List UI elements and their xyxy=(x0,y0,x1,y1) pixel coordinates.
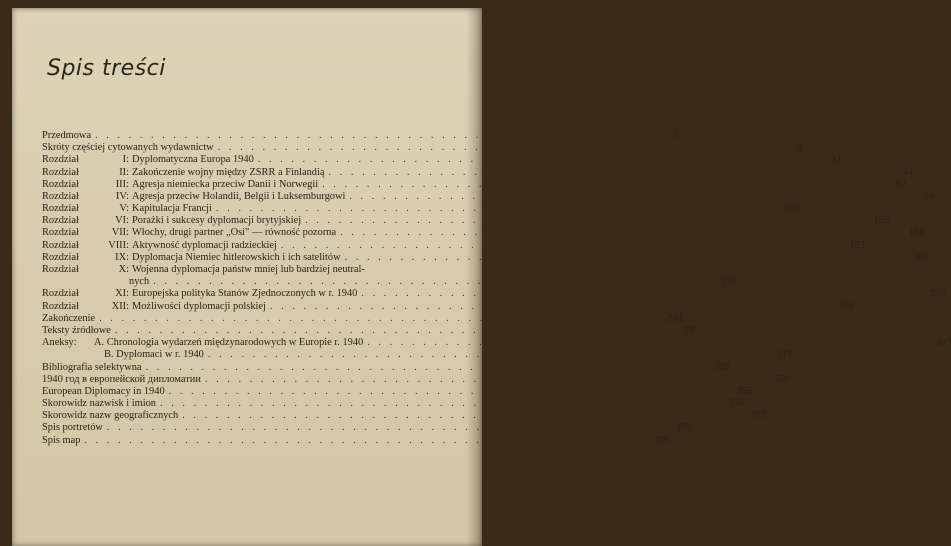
leader-dots xyxy=(153,276,707,288)
toc-annex-entry xyxy=(42,349,793,361)
entry-page: 350 xyxy=(773,373,790,385)
toc-entry xyxy=(42,129,680,142)
toc-chapter-entry xyxy=(42,215,890,227)
chapter-label: Rozdział xyxy=(42,203,79,215)
entry-title: Zakończenie xyxy=(42,312,96,324)
leader-dots xyxy=(349,191,903,203)
chapter-title: Kapitulacja Francji xyxy=(132,203,212,215)
entry-page: 379 xyxy=(675,422,692,434)
leader-dots xyxy=(95,130,649,142)
entry-page: 326 xyxy=(714,361,730,373)
leader-dots xyxy=(305,215,859,227)
chapter-label: Rozdział xyxy=(42,166,79,178)
toc-entry xyxy=(42,324,699,337)
entry-page: 62 xyxy=(895,178,907,190)
chapter-number: III: xyxy=(115,178,129,190)
leader-dots xyxy=(169,386,723,398)
entry-page: 158 xyxy=(908,227,925,239)
toc-entry xyxy=(42,361,730,374)
entry-page: 309 xyxy=(935,337,951,349)
chapter-number: VI: xyxy=(115,215,129,227)
chapter-number: V: xyxy=(119,203,129,215)
chapter-title: Aktywność dyplomacji radzieckiej xyxy=(132,239,277,251)
entry-title: Bibliografia selektywna xyxy=(42,361,142,373)
toc-chapter-entry xyxy=(42,203,801,215)
chapter-title: Porażki i sukcesy dyplomacji brytyjskiej xyxy=(132,215,302,227)
leader-dots xyxy=(107,422,661,434)
chapter-label: Rozdział xyxy=(42,300,79,312)
annex-label: Aneksy: xyxy=(42,337,77,349)
chapter-label: Rozdział xyxy=(42,154,79,166)
leader-dots xyxy=(208,349,762,361)
toc-chapter-entry-continuation xyxy=(42,276,738,288)
chapter-title: Agresja przeciw Holandii, Belgii i Luksemburgowi xyxy=(132,190,346,202)
toc-annex-entry xyxy=(42,337,951,349)
chapter-title-continuation: nych xyxy=(129,276,150,288)
toc-chapter-entry xyxy=(42,251,929,264)
entry-title: Przedmowa xyxy=(42,129,92,141)
toc-chapter-entry xyxy=(42,190,934,203)
chapter-number: I: xyxy=(122,154,129,166)
entry-title: Skorowidz nazwisk i imion xyxy=(42,398,156,410)
chapter-number: IX: xyxy=(115,251,129,263)
leader-dots xyxy=(340,227,894,239)
chapter-number: IV: xyxy=(115,190,129,202)
chapter-label: Rozdział xyxy=(42,239,79,251)
leader-dots xyxy=(99,313,653,325)
entry-title: Spis portretów xyxy=(42,422,103,434)
entry-page: 5 xyxy=(674,129,680,141)
toc-chapter-entry xyxy=(42,264,442,276)
entry-page: 230 xyxy=(721,276,738,288)
toc-entry xyxy=(42,422,692,435)
chapter-title: Europejska polityka Stanów Zjednoczonych w r. 1940 xyxy=(132,288,358,300)
leader-dots xyxy=(328,167,882,179)
entry-page: 34 xyxy=(902,166,913,178)
toc-entry xyxy=(42,434,669,447)
annex-title: A. Chronologia wydarzeń międzynarodowych w Europie r. 1940 xyxy=(94,337,364,349)
chapter-title: Wojenna dyplomacja państw mniej lub bardziej neutral- xyxy=(132,264,365,276)
chapter-label: Rozdział xyxy=(42,190,79,202)
leader-dots xyxy=(345,252,899,264)
entry-title: European Diplomacy in 1940 xyxy=(42,385,165,397)
page-title: Spis treści xyxy=(47,56,166,81)
entry-page: 268 xyxy=(838,300,855,312)
toc-chapter-entry xyxy=(42,227,925,240)
chapter-number: XII: xyxy=(111,300,129,312)
chapter-label: Rozdział xyxy=(42,251,79,263)
entry-title: Skorowidz nazw geograficznych xyxy=(42,410,179,422)
entry-page: 355 xyxy=(737,385,753,397)
entry-page: 183 xyxy=(849,239,866,251)
leader-dots xyxy=(367,337,921,349)
entry-page: 281 xyxy=(667,312,684,324)
toc-chapter-entry xyxy=(42,154,842,166)
entry-title: 1940 год в европейской дипломатии xyxy=(42,373,201,385)
leader-dots xyxy=(322,179,876,191)
entry-title: Skróty częściej cytowanych wydawnictw xyxy=(42,142,214,154)
toc-entry xyxy=(42,398,745,410)
entry-page: 94 xyxy=(923,190,934,202)
leader-dots xyxy=(115,325,669,337)
chapter-label: Rozdział xyxy=(42,215,79,227)
leader-dots xyxy=(146,362,700,374)
chapter-number: VIII: xyxy=(108,239,129,251)
leader-dots xyxy=(281,240,835,252)
leader-dots xyxy=(258,154,812,166)
entry-page: 9 xyxy=(796,142,802,154)
annex-title: B. Dyplomaci w r. 1940 xyxy=(104,349,204,361)
leader-dots xyxy=(160,398,714,410)
entry-page: 287 xyxy=(683,324,699,336)
entry-page: 11 xyxy=(831,154,842,166)
chapter-number: II: xyxy=(119,166,129,178)
leader-dots xyxy=(270,301,824,313)
entry-page: 359 xyxy=(728,398,745,410)
toc-entry xyxy=(42,410,767,422)
entry-page: 105 xyxy=(784,203,801,215)
entry-title: Teksty źródłowe xyxy=(42,324,111,336)
chapter-label: Rozdział xyxy=(42,178,79,190)
toc-entry xyxy=(42,142,802,154)
entry-page: 372 xyxy=(750,410,767,422)
chapter-title: Dyplomatyczna Europa 1940 xyxy=(132,154,254,166)
toc-chapter-entry xyxy=(42,178,907,191)
chapter-label: Rozdział xyxy=(42,288,79,300)
chapter-title: Włochy, drugi partner „Osi" — równość pozorna xyxy=(132,227,337,239)
book-page xyxy=(12,8,951,546)
leader-dots xyxy=(205,374,759,386)
chapter-number: X: xyxy=(118,264,129,276)
leader-dots xyxy=(182,410,736,422)
chapter-title: Zakończenie wojny między ZSRR a Finlandią xyxy=(132,166,325,178)
leader-dots xyxy=(361,288,915,300)
entry-page: 256 xyxy=(929,288,946,300)
leader-dots xyxy=(84,435,638,447)
chapter-title: Możliwości dyplomacji polskiej xyxy=(132,300,266,312)
entry-page: 317 xyxy=(776,349,793,361)
table-of-contents xyxy=(42,129,951,447)
chapter-title: Agresja niemiecka przeciw Danii i Norwegii xyxy=(132,178,319,190)
toc-entry xyxy=(42,385,753,398)
entry-page: 135 xyxy=(873,215,890,227)
entry-page: 379 xyxy=(652,434,669,446)
entry-title: Spis map xyxy=(42,434,81,446)
toc-chapter-entry xyxy=(42,166,913,179)
chapter-title: Dyplomacja Niemiec hitlerowskich i ich satelitów xyxy=(132,251,341,263)
chapter-label: Rozdział xyxy=(42,227,79,239)
chapter-label: Rozdział xyxy=(42,264,79,276)
toc-entry xyxy=(42,373,790,386)
toc-chapter-entry xyxy=(42,300,855,313)
toc-entry xyxy=(42,312,684,325)
leader-dots xyxy=(218,142,772,154)
entry-page: 205 xyxy=(913,251,929,263)
chapter-number: VII: xyxy=(111,227,129,239)
toc-chapter-entry xyxy=(42,288,946,300)
leader-dots xyxy=(216,203,770,215)
toc-chapter-entry xyxy=(42,239,866,252)
chapter-number: XI: xyxy=(115,288,129,300)
